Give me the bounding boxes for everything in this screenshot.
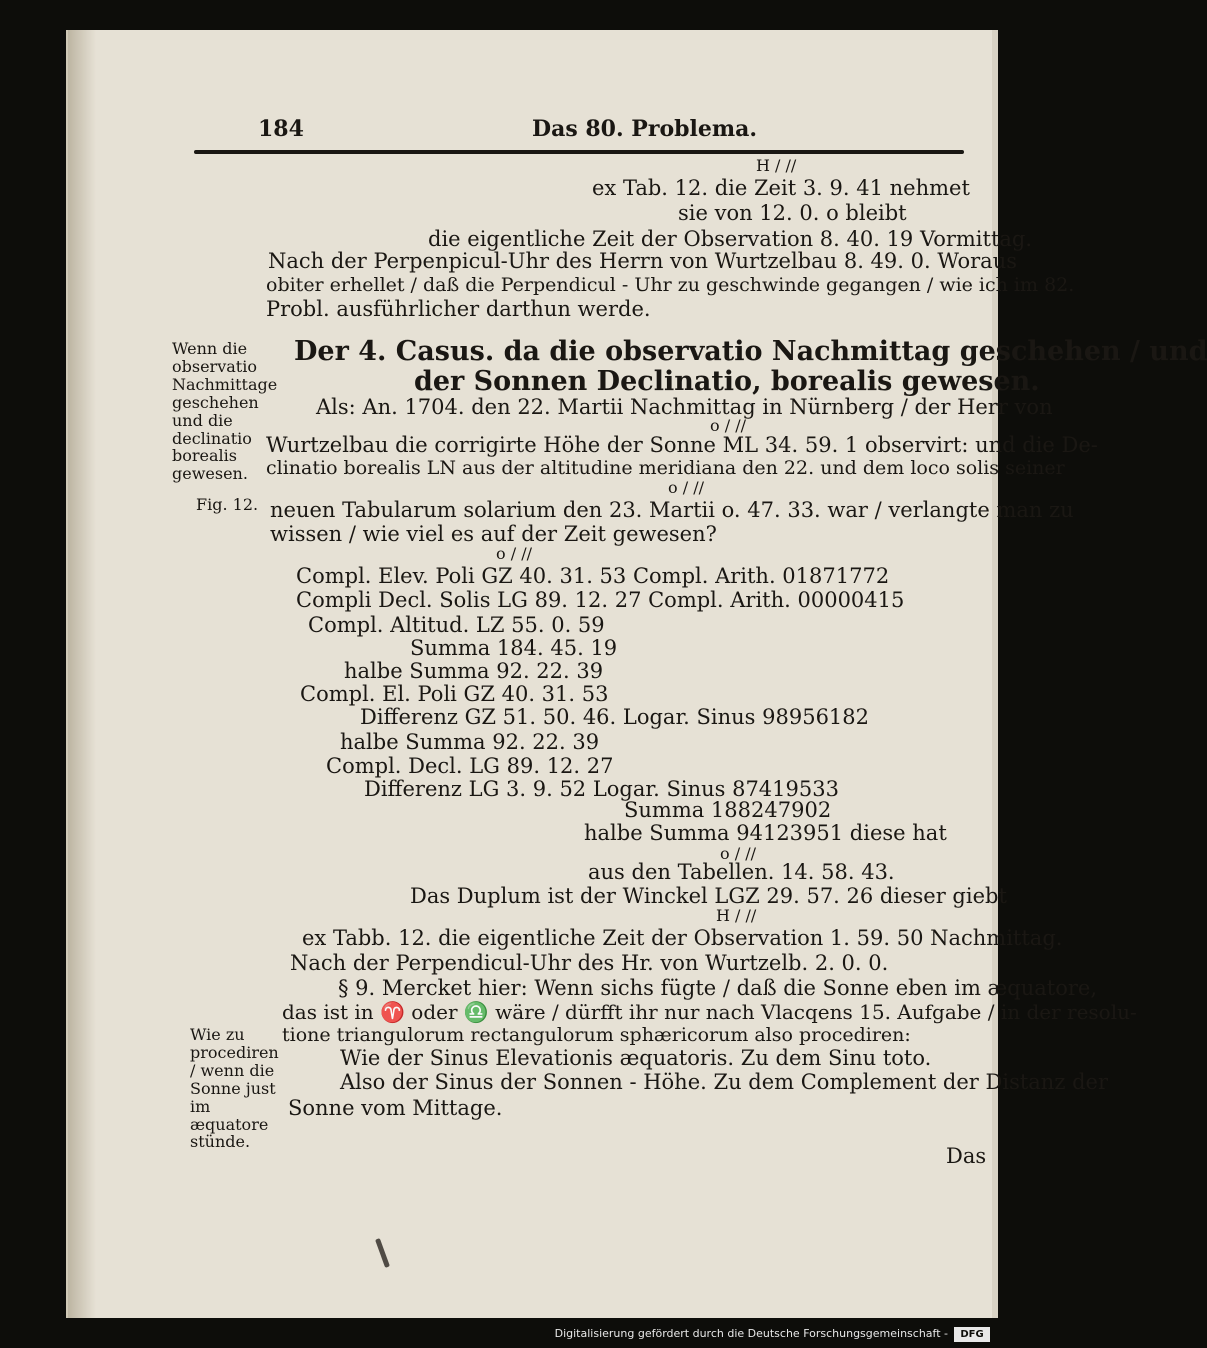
footer-bar <box>0 1318 1000 1348</box>
calc-line: Summa 184. 45. 19 <box>410 636 618 660</box>
calc-line: aus den Tabellen. 14. 58. 43. <box>588 860 895 884</box>
header-rule <box>194 150 964 154</box>
text-line: sie von 12. 0. o bleibt <box>678 201 907 225</box>
text-line: o / // <box>720 844 756 863</box>
calc-line: Compli Decl. Solis LG 89. 12. 27 Compl. Arith. 00000415 <box>296 588 905 612</box>
text-line: Nach der Perpenpicul-Uhr des Herrn von Wurtzelbau 8. 49. 0. Woraus <box>268 249 1017 273</box>
text-line: Wurtzelbau die corrigirte Höhe der Sonne ML 34. 59. 1 observirt: und die De- <box>266 433 1098 457</box>
text-line: § 9. Mercket hier: Wenn sichs fügte / daß die Sonne eben im æquatore, <box>338 976 1097 1000</box>
text-line: neuen Tabularum solarium den 23. Martii o. 47. 33. war / verlangte man zu <box>270 498 1074 522</box>
calc-line: Differenz LG 3. 9. 52 Logar. Sinus 87419533 <box>364 777 839 801</box>
text-line: Probl. ausführlicher darthun werde. <box>266 297 651 321</box>
calc-line: halbe Summa 94123951 diese hat <box>584 821 947 845</box>
text-line: das ist in ♈ oder ♎ wäre / dürfft ihr nur nach Vlacqens 15. Aufgabe / in der resolu- <box>282 1000 1137 1024</box>
calc-line: Differenz GZ 51. 50. 46. Logar. Sinus 98956182 <box>360 705 870 729</box>
margin-note: Wenn die observatio Nachmittage geschehen und die declinatio borealis gewesen. <box>172 339 278 484</box>
calc-line: Compl. Altitud. LZ 55. 0. 59 <box>308 613 605 637</box>
section-heading: Der 4. Casus. da die observatio Nachmittag geschehen / und <box>294 336 1207 367</box>
calc-line: halbe Summa 92. 22. 39 <box>340 730 600 754</box>
text-line: Wie der Sinus Elevationis æquatoris. Zu dem Sinu toto. <box>340 1046 932 1070</box>
page-number: 184 <box>258 116 304 142</box>
text-line: Nach der Perpendicul-Uhr des Hr. von Wurtzelb. 2. 0. 0. <box>290 951 889 975</box>
text-line: Sonne vom Mittage. <box>288 1096 503 1120</box>
catchword: Das <box>946 1144 987 1168</box>
text-line: o / // <box>496 544 532 563</box>
text-line: die eigentliche Zeit der Observation 8. 40. 19 Vormittag. <box>428 227 1033 251</box>
text-line: obiter erhellet / daß die Perpendicul - Uhr zu geschwinde gegangen / wie ich im 82. <box>266 274 1075 296</box>
page-edge <box>992 30 998 1318</box>
text-line: H / // <box>716 906 757 925</box>
text-line: wissen / wie viel es auf der Zeit gewesen? <box>270 522 717 546</box>
calc-line: Summa 188247902 <box>624 798 832 822</box>
text-line: o / // <box>668 478 704 497</box>
footer-text: Digitalisierung gefördert durch die Deutsche Forschungsgemeinschaft - <box>554 1327 948 1340</box>
text-line: ex Tab. 12. die Zeit 3. 9. 41 nehmet <box>592 176 970 200</box>
dfg-logo: DFG <box>954 1327 990 1342</box>
calc-line: Compl. Decl. LG 89. 12. 27 <box>326 754 614 778</box>
text-line: clinatio borealis LN aus der altitudine meridiana den 22. und dem loco solis seiner <box>266 457 1065 479</box>
running-title: Das 80. Problema. <box>532 116 758 142</box>
page-spine-shadow <box>68 30 96 1318</box>
text-line: Als: An. 1704. den 22. Martii Nachmittag in Nürnberg / der Herr von <box>316 395 1053 419</box>
calc-line: Compl. Elev. Poli GZ 40. 31. 53 Compl. Arith. 01871772 <box>296 564 890 588</box>
section-heading: der Sonnen Declinatio, borealis gewesen. <box>414 366 1040 397</box>
text-line: ex Tabb. 12. die eigentliche Zeit der Observation 1. 59. 50 Nachmittag. <box>302 926 1063 950</box>
text-line: Also der Sinus der Sonnen - Höhe. Zu dem Complement der Distanz der <box>340 1070 1108 1094</box>
margin-note: Fig. 12. <box>196 495 259 514</box>
calc-line: Compl. El. Poli GZ 40. 31. 53 <box>300 682 609 706</box>
calc-line: halbe Summa 92. 22. 39 <box>344 659 604 683</box>
text-line: H / // <box>756 156 797 175</box>
calc-line: Das Duplum ist der Winckel LGZ 29. 57. 26 dieser giebt <box>410 884 1007 908</box>
text-line: tione triangulorum rectangulorum sphæricorum also procediren: <box>282 1024 911 1046</box>
margin-note: Wie zu procediren / wenn die Sonne just im æquatore stünde. <box>190 1025 279 1152</box>
text-line: o / // <box>710 416 746 435</box>
